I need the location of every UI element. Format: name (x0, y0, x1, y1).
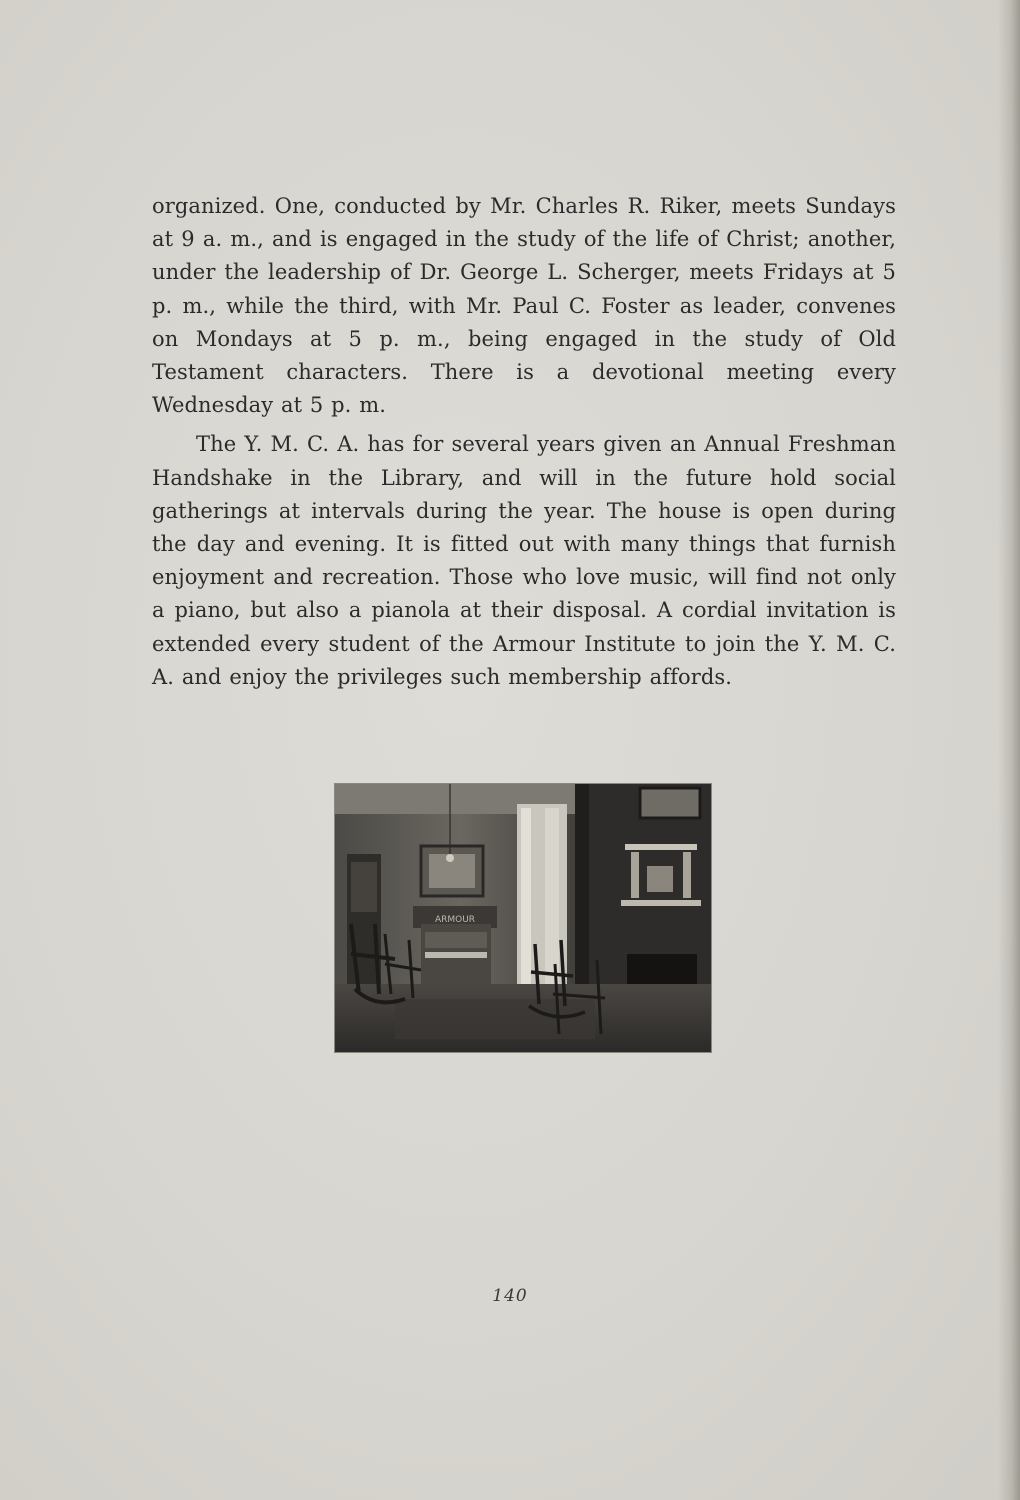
body-text (152, 190, 896, 694)
paragraph-ymca: The Y. M. C. A. has for several years given an Annual Freshman Handshake in the Library, and will in the future hold social gatherings at intervals during the year. The house is open during the day and evening. It is fitted out with many things that furnish enjoyment and recreation. Those who love music, will find not only a piano, but also a pianola at their disposal. A cordial invitation is extended every student of the Armour Institute to join the Y. M. C. A. and enjoy the privileges such membership affords. (152, 432, 896, 689)
piano-sign-text: ARMOUR (434, 915, 476, 925)
photo-parlor-room (334, 783, 712, 1053)
page-number: 140 (492, 1286, 528, 1306)
paragraph-continued: organized. One, conducted by Mr. Charles R. Riker, meets Sundays at 9 a. m., and is engaged in the study of the life of Christ; another, under the leadership of Dr. George L. Scherger, meets Fridays at 5 p. m., while the third, with Mr. Paul C. Foster as leader, convenes on Mondays at 5 p. m., being engaged in the study of Old Testament characters. There is a devotional meeting every Wednesday at 5 p. m. (152, 194, 896, 418)
page-edge-shadow (998, 0, 1020, 1500)
photo-illustration (335, 784, 711, 1052)
